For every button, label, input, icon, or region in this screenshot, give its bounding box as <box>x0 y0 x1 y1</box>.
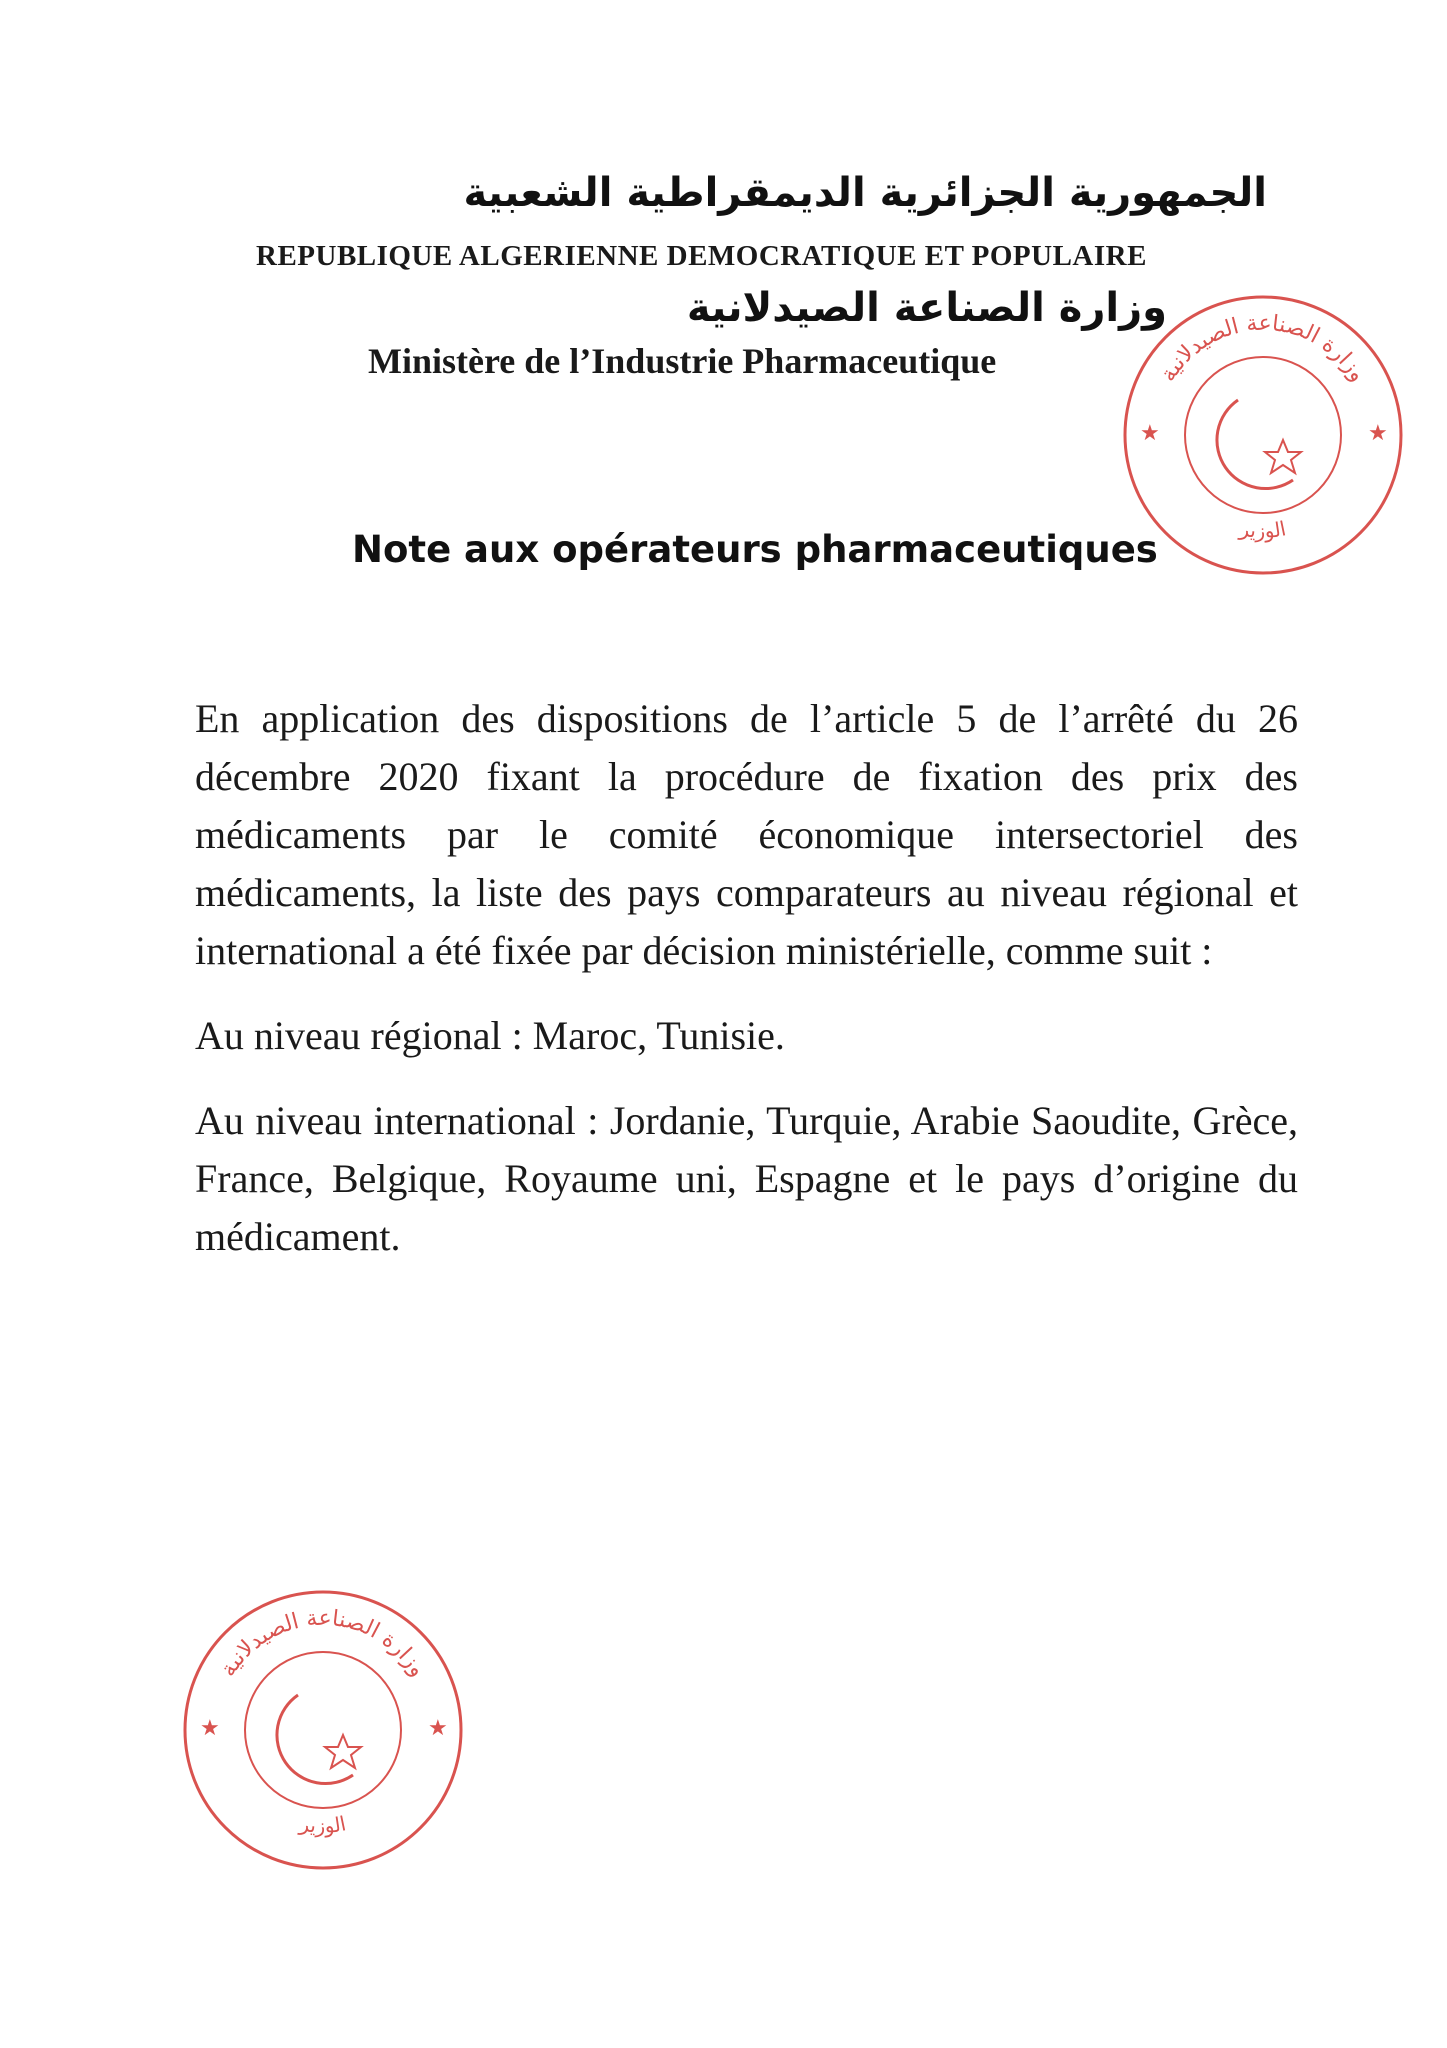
paragraph-international: Au niveau international : Jordanie, Turquie, Arabie Saoudite, Grèce, France, Belgique, Royaume uni, Espagne et le pays d’origine du médicament. <box>195 1098 1298 1259</box>
paragraph-intro: En application des dispositions de l’article 5 de l’arrêté du 26 décembre 2020 fixant la procédure de fixation des prix des médicaments par le comité économique intersectoriel des médicaments, la liste des pays comparateurs au niveau régional et international a été fixée par décision ministérielle, comme suit : <box>195 696 1298 973</box>
note-title: Note aux opérateurs pharmaceutiques <box>352 528 1158 571</box>
seal-top-text: وزارة الصناعة الصيدلانية <box>1155 310 1371 387</box>
seal-icon <box>178 1585 468 1875</box>
french-republic-heading: REPUBLIQUE ALGERIENNE DEMOCRATIQUE ET POPULAIRE <box>256 240 1147 272</box>
arabic-ministry-heading: وزارة الصناعة الصيدلانية <box>686 285 1167 331</box>
official-seal-top <box>1118 290 1408 580</box>
svg-text:وزارة الصناعة الصيدلانية <box>1156 311 1371 386</box>
svg-text:وزارة الصناعة الصيدلانية <box>216 1606 431 1681</box>
seal-bottom-text: الوزير <box>1238 516 1288 543</box>
note-body <box>195 690 1298 1293</box>
seal-bottom-text: الوزير <box>298 1811 348 1838</box>
seal-top-text: وزارة الصناعة الصيدلانية <box>215 1605 431 1682</box>
svg-text:★: ★ <box>1368 421 1388 446</box>
arabic-republic-heading: الجمهورية الجزائرية الديمقراطية الشعبية <box>463 170 1267 216</box>
svg-text:★: ★ <box>1140 421 1160 446</box>
svg-text:★: ★ <box>200 1716 220 1741</box>
seal-icon <box>1118 290 1408 580</box>
svg-text:الوزير <box>1237 516 1288 543</box>
paragraph-regional: Au niveau régional : Maroc, Tunisie. <box>195 1013 785 1058</box>
svg-text:★: ★ <box>428 1716 448 1741</box>
svg-text:الوزير <box>297 1811 348 1838</box>
official-seal-bottom <box>178 1585 468 1875</box>
french-ministry-heading: Ministère de l’Industrie Pharmaceutique <box>368 341 997 381</box>
